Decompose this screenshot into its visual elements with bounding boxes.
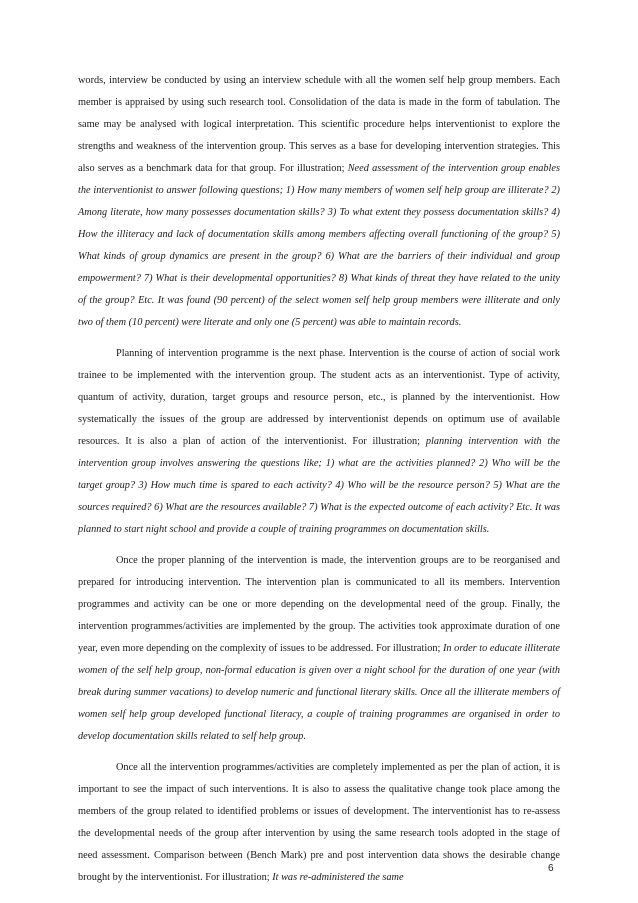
- paragraph-text: words, interview be conducted by using an interview schedule with all the women self help group members. Each member is appraised by using such research tool. Consolidation of the data is made in the form of tabulation. The same may be analysed with logical interpretation. This scientific procedure helps interventionist to explore the strengths and weakness of the intervention group. This serves as a base for developing intervention strategies. This also serves as a benchmark data for that group. For illustration;: [78, 75, 560, 174]
- paragraph-planning: [78, 343, 560, 541]
- paragraph-evaluation: [78, 757, 560, 889]
- paragraph-text: Planning of intervention programme is the next phase. Intervention is the course of action of social work trainee to be implemented with the intervention group. The student acts as an interventionist. Type of activity, quantum of activity, duration, target groups and resource person, etc., is planned by the interventionist. How systematically the issues of the group are addressed by interventionist depends on optimum use of available resources. It is also a plan of action of the interventionist. For illustration;: [78, 348, 560, 447]
- paragraph-implementation: [78, 550, 560, 748]
- paragraph-illustration: It was re-administered the same: [272, 872, 404, 883]
- paragraph-illustration: Need assessment of the intervention group enables the interventionist to answer following questions; 1) How many members of women self help group are illiterate? 2) Among literate, how many possesses documentation skills? 3) To what extent they possess documentation skills? 4) How the illiteracy and lack of documentation skills among members affecting overall functioning of the group? 5) What kinds of group dynamics are present in the group? 6) What are the barriers of their individual and group empowerment? 7) What is their developmental opportunities? 8) What kinds of threat they have related to the unity of the group? Etc. It was found (90 percent) of the select women self help group members were illiterate and only two of them (10 percent) were literate and only one (5 percent) was able to maintain records.: [78, 163, 560, 328]
- paragraph-text: Once all the intervention programmes/activities are completely implemented as per the plan of action, it is important to see the impact of such interventions. It is also to assess the qualitative change took place among the members of the group related to identified problems or issues of development. The interventionist has to re-assess the developmental needs of the group after intervention by using the same research tools adopted in the stage of need assessment. Comparison between (Bench Mark) pre and post intervention data shows the desirable change brought by the interventionist. For illustration;: [78, 762, 560, 883]
- paragraph-illustration: planning intervention with the intervention group involves answering the questions like; 1) what are the activities planned? 2) Who will be the target group? 3) How much time is spared to each activity? 4) Who will be the resource person? 5) What are the sources required? 6) What are the resources available? 7) What is the expected outcome of each activity? Etc. It was planned to start night school and provide a couple of training programmes on documentation skills.: [78, 436, 560, 535]
- paragraph-illustration: In order to educate illiterate women of the self help group, non-formal education is given over a night school for the duration of one year (with break during summer vacations) to develop numeric and functional literary skills. Once all the illiterate members of women self help group developed functional literacy, a couple of training programmes are organised in order to develop documentation skills related to self help group.: [78, 643, 560, 742]
- paragraph-text: Once the proper planning of the intervention is made, the intervention groups are to be reorganised and prepared for introducing intervention. The intervention plan is communicated to all its members. Intervention programmes and activity can be one or more depending on the developmental need of the group. Finally, the intervention programmes/activities are implemented by the group. The activities took approximate duration of one year, even more depending on the complexity of issues to be addressed. For illustration;: [78, 555, 560, 654]
- page-number: 6: [548, 863, 554, 874]
- paragraph-need-assessment: [78, 70, 560, 334]
